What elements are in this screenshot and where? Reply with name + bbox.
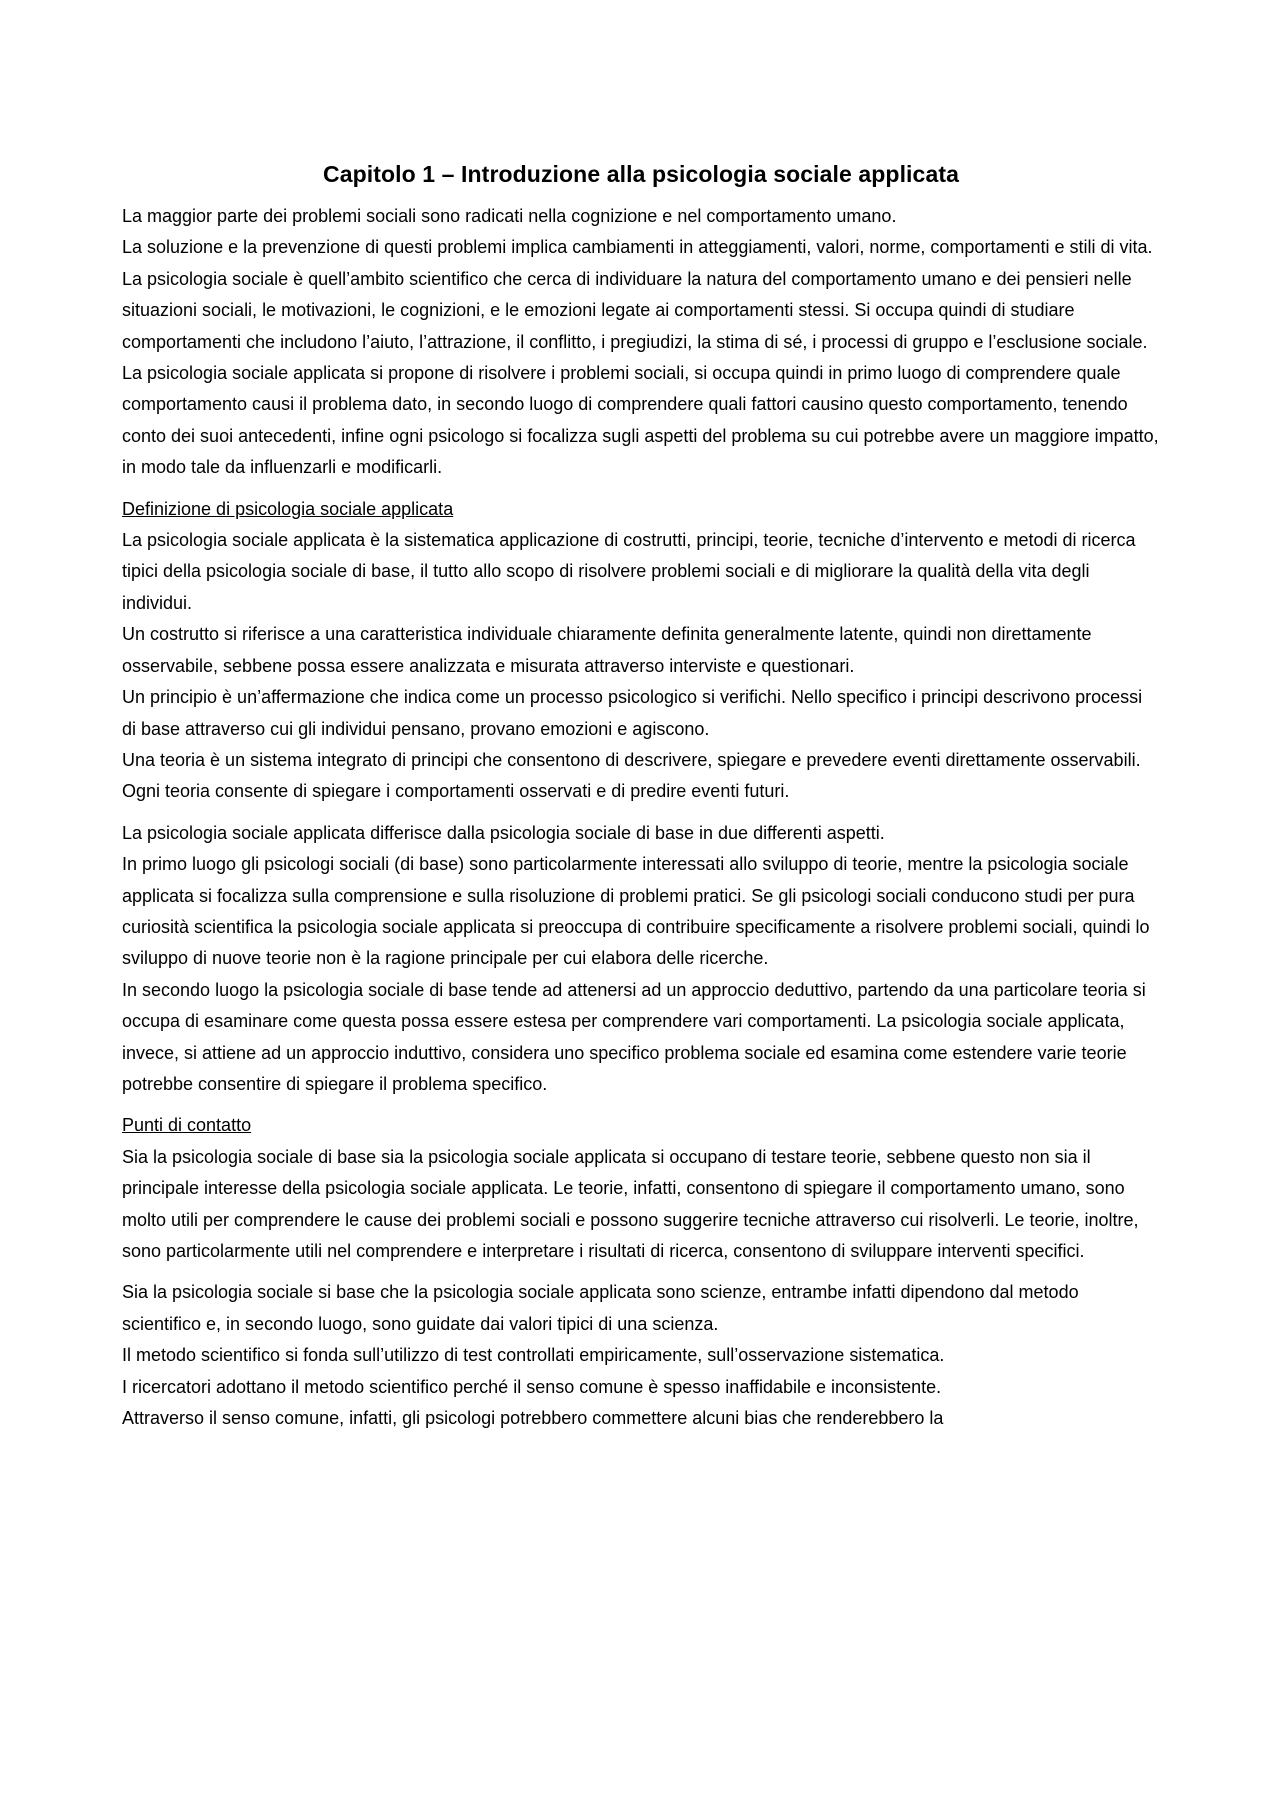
paragraph: In primo luogo gli psicologi sociali (di base) sono particolarmente interessati allo sviluppo di teorie, mentre la psicologia sociale applicata si focalizza sulla comprensione e sulla risoluzione di problemi pratici. Se gli psicologi sociali conducono studi per pura curiosità scientifica la psicologia sociale applicata si preoccupa di contribuire specificamente a risolvere problemi sociali, quindi lo sviluppo di nuove teorie non è la ragione principale per cui elabora delle ricerche. — [122, 854, 1150, 969]
paragraph: Una teoria è un sistema integrato di principi che consentono di descrivere, spiegare e prevedere eventi direttamente osservabili. Ogni teoria consente di spiegare i comportamenti osservati e di predire eventi futuri. — [122, 749, 1141, 802]
section-scientific-method — [122, 1277, 1160, 1434]
section-definition — [122, 494, 1160, 808]
paragraph: Attraverso il senso comune, infatti, gli psicologi potrebbero commettere alcuni bias che renderebbero la — [122, 1408, 944, 1429]
paragraph: La psicologia sociale è quell’ambito scientifico che cerca di individuare la natura del comportamento umano e dei pensieri nelle situazioni sociali, le motivazioni, le cognizioni, e le emozioni legate ai comportamenti stessi. Si occupa quindi di studiare comportamenti che includono l’aiuto, l’attrazione, il conflitto, i pregiudizi, la stima di sé, i processi di gruppo e l’esclusione sociale. — [122, 268, 1148, 352]
paragraph: La psicologia sociale applicata è la sistematica applicazione di costrutti, principi, teorie, tecniche d’intervento e metodi di ricerca tipici della psicologia sociale di base, il tutto allo scopo di risolvere problemi sociali e di migliorare la qualità della vita degli individui. — [122, 530, 1136, 613]
section-differences — [122, 818, 1160, 1101]
paragraph: La psicologia sociale applicata si propone di risolvere i problemi sociali, si occupa quindi in primo luogo di comprendere quale comportamento causi il problema dato, in secondo luogo di comprendere quali fattori causino questo comportamento, tenendo conto dei suoi antecedenti, infine ogni psicologo si focalizza sugli aspetti del problema su cui potrebbe avere un maggiore impatto, in modo tale da influenzarli e modificarli. — [122, 363, 1159, 478]
paragraph: In secondo luogo la psicologia sociale di base tende ad attenersi ad un approccio deduttivo, partendo da una particolare teoria si occupa di esaminare come questa possa essere estesa per comprendere vari comportamenti. La psicologia sociale applicata, invece, si attiene ad un approccio induttivo, considera uno specifico problema sociale ed esamina come estendere varie teorie potrebbe consentire di spiegare il problema specifico. — [122, 979, 1146, 1094]
paragraph: Sia la psicologia sociale di base sia la psicologia sociale applicata si occupano di testare teorie, sebbene questo non sia il principale interesse della psicologia sociale applicata. Le teorie, infatti, consentono di spiegare il comportamento umano, sono molto utili per comprendere le cause dei problemi sociali e possono suggerire tecniche attraverso cui risolverli. Le teorie, inoltre, sono particolarmente utili nel comprendere e interpretare i risultati di ricerca, consentono di sviluppare interventi specifici. — [122, 1146, 1139, 1261]
paragraph: La psicologia sociale applicata differisce dalla psicologia sociale di base in due differenti aspetti. — [122, 822, 885, 843]
section-heading-definition: Definizione di psicologia sociale applicata — [122, 498, 454, 519]
section-introduction — [122, 201, 1160, 484]
paragraph: Sia la psicologia sociale si base che la psicologia sociale applicata sono scienze, entrambe infatti dipendono dal metodo scientifico e, in secondo luogo, sono guidate dai valori tipici di una scienza. — [122, 1282, 1079, 1334]
paragraph: La maggior parte dei problemi sociali sono radicati nella cognizione e nel comportamento umano. — [122, 206, 897, 226]
section-heading-contact-points: Punti di contatto — [122, 1115, 252, 1136]
paragraph: Un principio è un’affermazione che indica come un processo psicologico si verifichi. Nello specifico i principi descrivono processi di base attraverso cui gli individui pensano, provano emozioni e agiscono. — [122, 687, 1143, 739]
paragraph: La soluzione e la prevenzione di questi problemi implica cambiamenti in atteggiamenti, valori, norme, comportamenti e stili di vita. — [122, 237, 1153, 258]
paragraph: Un costrutto si riferisce a una caratteristica individuale chiaramente definita generalmente latente, quindi non direttamente osservabile, sebbene possa essere analizzata e misurata attraverso interviste e questionari. — [122, 624, 1092, 676]
paragraph: I ricercatori adottano il metodo scientifico perché il senso comune è spesso inaffidabile e inconsistente. — [122, 1376, 942, 1397]
page-title: Capitolo 1 – Introduzione alla psicologia sociale applicata — [323, 161, 959, 187]
paragraph: Il metodo scientifico si fonda sull’utilizzo di test controllati empiricamente, sull’osservazione sistematica. — [122, 1345, 945, 1366]
section-contact-points — [122, 1110, 1160, 1267]
